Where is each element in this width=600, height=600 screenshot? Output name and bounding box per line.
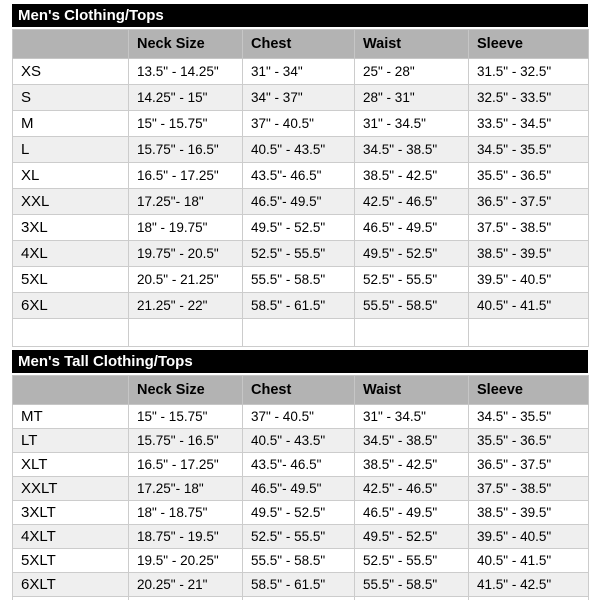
size-label-cell: 6XLT (13, 573, 129, 597)
measurement-cell: 55.5" - 58.5" (243, 267, 355, 293)
measurement-cell: 35.5" - 36.5" (469, 163, 589, 189)
measurement-cell: 18" - 19.75" (129, 215, 243, 241)
size-label-cell: M (13, 111, 129, 137)
measurement-cell: 46.5" - 49.5" (355, 215, 469, 241)
measurement-cell: 37.5" - 38.5" (469, 215, 589, 241)
measurement-cell: 28" - 31" (355, 85, 469, 111)
measurement-cell: 58.5" - 61.5" (243, 293, 355, 319)
measurement-cell: 38.5" - 39.5" (469, 501, 589, 525)
table-row (13, 549, 589, 573)
size-label-cell: XLT (13, 453, 129, 477)
measurement-cell: 20.5" - 21.25" (129, 267, 243, 293)
table-row (13, 241, 589, 267)
measurement-cell: 40.5" - 43.5" (243, 429, 355, 453)
measurement-cell: 32.5" - 33.5" (469, 85, 589, 111)
measurement-cell: 37.5" - 38.5" (469, 477, 589, 501)
size-label-cell (13, 597, 129, 600)
measurement-cell: 37" - 40.5" (243, 111, 355, 137)
measurement-cell: 40.5" - 41.5" (469, 293, 589, 319)
size-label-cell: XXLT (13, 477, 129, 501)
size-column-header (13, 30, 129, 59)
measurement-cell: 46.5" - 49.5" (355, 501, 469, 525)
measurement-cell: 16.5" - 17.25" (129, 453, 243, 477)
table-row (13, 189, 589, 215)
size-label-cell: 4XL (13, 241, 129, 267)
measurement-cell: 39.5" - 40.5" (469, 525, 589, 549)
measurement-cell: 15.75" - 16.5" (129, 137, 243, 163)
measurement-cell: 55.5" - 58.5" (355, 573, 469, 597)
measurement-cell: 36.5" - 37.5" (469, 453, 589, 477)
measurement-cell: 31.5" - 32.5" (469, 59, 589, 85)
measurement-cell: 34.5" - 38.5" (355, 429, 469, 453)
measurement-cell: 34" - 37" (243, 85, 355, 111)
size-label-cell: S (13, 85, 129, 111)
size-label-cell: XL (13, 163, 129, 189)
measurement-cell (129, 597, 243, 600)
measurement-cell: 38.5" - 42.5" (355, 453, 469, 477)
measurement-cell: 35.5" - 36.5" (469, 429, 589, 453)
measurement-cell: 21.25" - 22" (129, 293, 243, 319)
table-row (13, 163, 589, 189)
size-label-cell: 3XL (13, 215, 129, 241)
size-label-cell: XS (13, 59, 129, 85)
measurement-cell: 25" - 28" (355, 59, 469, 85)
size-label-cell (13, 319, 129, 347)
measurement-cell: 40.5" - 41.5" (469, 549, 589, 573)
measurement-cell (469, 597, 589, 600)
measurement-cell: 42.5" - 46.5" (355, 477, 469, 501)
table-row (13, 111, 589, 137)
measurement-cell: 52.5" - 55.5" (355, 267, 469, 293)
size-label-cell: 5XL (13, 267, 129, 293)
measurement-cell: 41.5" - 42.5" (469, 573, 589, 597)
table-row (13, 267, 589, 293)
measurement-cell: 43.5"- 46.5" (243, 163, 355, 189)
measurement-cell: 39.5" - 40.5" (469, 267, 589, 293)
column-header: Waist (355, 30, 469, 59)
column-header: Sleeve (469, 376, 589, 405)
measurement-cell: 38.5" - 39.5" (469, 241, 589, 267)
table-row (13, 501, 589, 525)
measurement-cell (129, 319, 243, 347)
size-label-cell: 3XLT (13, 501, 129, 525)
column-header-row (13, 30, 589, 59)
table-row (13, 573, 589, 597)
column-header-row (13, 376, 589, 405)
table-row (13, 453, 589, 477)
measurement-cell: 46.5"- 49.5" (243, 477, 355, 501)
measurement-cell: 19.75" - 20.5" (129, 241, 243, 267)
measurement-cell: 34.5" - 35.5" (469, 137, 589, 163)
table-row (13, 477, 589, 501)
size-label-cell: 5XLT (13, 549, 129, 573)
measurement-cell (243, 319, 355, 347)
measurement-cell: 18" - 18.75" (129, 501, 243, 525)
measurement-cell: 15" - 15.75" (129, 111, 243, 137)
size-label-cell: LT (13, 429, 129, 453)
measurement-cell: 31" - 34.5" (355, 405, 469, 429)
size-label-cell: L (13, 137, 129, 163)
column-header: Chest (243, 30, 355, 59)
measurement-cell: 49.5" - 52.5" (355, 525, 469, 549)
measurement-cell: 16.5" - 17.25" (129, 163, 243, 189)
table-row (13, 405, 589, 429)
measurement-cell: 52.5" - 55.5" (355, 549, 469, 573)
table-row (13, 525, 589, 549)
size-label-cell: 4XLT (13, 525, 129, 549)
measurement-cell (243, 597, 355, 600)
measurement-cell: 33.5" - 34.5" (469, 111, 589, 137)
table-row (13, 597, 589, 600)
table-row (13, 429, 589, 453)
measurement-cell: 52.5" - 55.5" (243, 525, 355, 549)
size-label-cell: XXL (13, 189, 129, 215)
measurement-cell: 34.5" - 38.5" (355, 137, 469, 163)
measurement-cell (469, 319, 589, 347)
measurement-cell: 17.25"- 18" (129, 189, 243, 215)
measurement-cell: 52.5" - 55.5" (243, 241, 355, 267)
measurement-cell: 18.75" - 19.5" (129, 525, 243, 549)
measurement-cell: 42.5" - 46.5" (355, 189, 469, 215)
measurement-cell: 15" - 15.75" (129, 405, 243, 429)
measurement-cell: 55.5" - 58.5" (355, 293, 469, 319)
section-title-bar: Men's Tall Clothing/Tops (12, 350, 588, 373)
measurement-cell: 46.5"- 49.5" (243, 189, 355, 215)
measurement-cell: 49.5" - 52.5" (355, 241, 469, 267)
table-row (13, 85, 589, 111)
measurement-cell (355, 597, 469, 600)
mens-clothing-tops-table (12, 29, 589, 347)
mens-tall-clothing-tops-table (12, 375, 589, 600)
table-row (13, 319, 589, 347)
section-title-bar: Men's Clothing/Tops (12, 4, 588, 27)
measurement-cell: 49.5" - 52.5" (243, 215, 355, 241)
column-header: Sleeve (469, 30, 589, 59)
measurement-cell: 37" - 40.5" (243, 405, 355, 429)
column-header: Neck Size (129, 376, 243, 405)
mens-tall-clothing-tops-section (12, 350, 588, 600)
measurement-cell: 13.5" - 14.25" (129, 59, 243, 85)
measurement-cell: 43.5"- 46.5" (243, 453, 355, 477)
size-label-cell: 6XL (13, 293, 129, 319)
measurement-cell: 49.5" - 52.5" (243, 501, 355, 525)
measurement-cell: 36.5" - 37.5" (469, 189, 589, 215)
size-column-header (13, 376, 129, 405)
measurement-cell: 40.5" - 43.5" (243, 137, 355, 163)
table-row (13, 137, 589, 163)
column-header: Neck Size (129, 30, 243, 59)
measurement-cell: 34.5" - 35.5" (469, 405, 589, 429)
measurement-cell: 55.5" - 58.5" (243, 549, 355, 573)
measurement-cell: 14.25" - 15" (129, 85, 243, 111)
mens-clothing-tops-section (12, 4, 588, 347)
column-header: Waist (355, 376, 469, 405)
size-label-cell: MT (13, 405, 129, 429)
table-row (13, 215, 589, 241)
measurement-cell: 19.5" - 20.25" (129, 549, 243, 573)
table-row (13, 59, 589, 85)
measurement-cell: 15.75" - 16.5" (129, 429, 243, 453)
measurement-cell: 20.25" - 21" (129, 573, 243, 597)
measurement-cell (355, 319, 469, 347)
table-row (13, 293, 589, 319)
measurement-cell: 17.25"- 18" (129, 477, 243, 501)
column-header: Chest (243, 376, 355, 405)
measurement-cell: 38.5" - 42.5" (355, 163, 469, 189)
measurement-cell: 31" - 34" (243, 59, 355, 85)
measurement-cell: 58.5" - 61.5" (243, 573, 355, 597)
measurement-cell: 31" - 34.5" (355, 111, 469, 137)
